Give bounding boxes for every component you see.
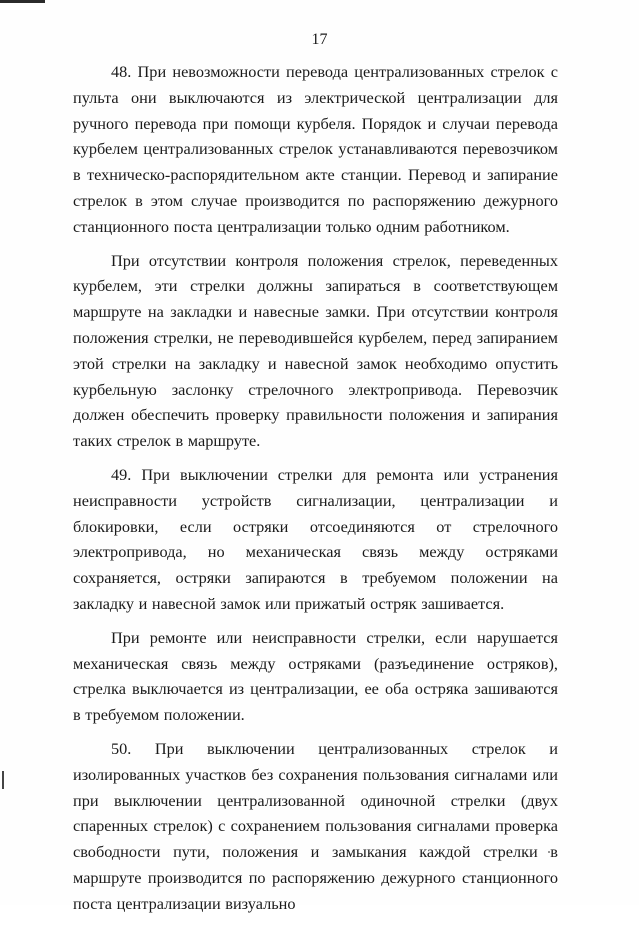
paragraph-48: 48. При невозможности перевода централизованных стрелок с пульта они выключаются из электрической централизации для ручного перевода при помощи курбеля. Порядок и случаи перевода курбелем централизованных стрелок устанавливаются перевозчиком в техническо-распорядительном акте станции. Перевод и запирание стрелок в этом случае производится по распоряжению дежурного станционного поста централизации только одним работником. <box>73 62 558 236</box>
scan-edge-mark <box>0 0 45 3</box>
document-body <box>73 59 558 925</box>
paragraph-49: 49. При выключении стрелки для ремонта или устранения неисправности устройств сигнализации, централизации и блокировки, если остряки отсоединяются от стрелочного электропривода, но механическая связь между остряками сохраняется, остряки запираются в требуемом положении на закладку и навесной замок или прижатый остряк зашивается. <box>73 464 558 613</box>
paragraph-50: 50. При выключении централизованных стрелок и изолированных участков без сохранения пользования сигналами или при выключении централизованной одиночной стрелки (двух спаренных стрелок) с сохранением пользования сигналами проверка свободности пути, положения и замыкания каждой стрелки в маршруте производится по распоряжению дежурного станционного поста централизации визуально <box>73 738 558 913</box>
scan-margin-mark <box>2 771 4 789</box>
paragraph-49-continued: При ремонте или неисправности стрелки, если нарушается механическая связь между остряками (разъединение остряков), стрелка выключается из централизации, ее оба остряка зашиваются в требуемом положении. <box>73 627 558 725</box>
page-number: 17 <box>311 31 328 48</box>
paragraph-48-continued: При отсутствии контроля положения стрелок, переведенных курбелем, эти стрелки должны запираться в соответствующем маршруте на закладки и навесные замки. При отсутствии контроля положения стрелки, не переводившейся курбелем, перед запиранием этой стрелки на закладку и навесной замок необходимо опустить курбельную заслонку стрелочного электропривода. Перевозчик должен обеспечить проверку правильности положения и запирания таких стрелок в маршруте. <box>73 250 558 451</box>
